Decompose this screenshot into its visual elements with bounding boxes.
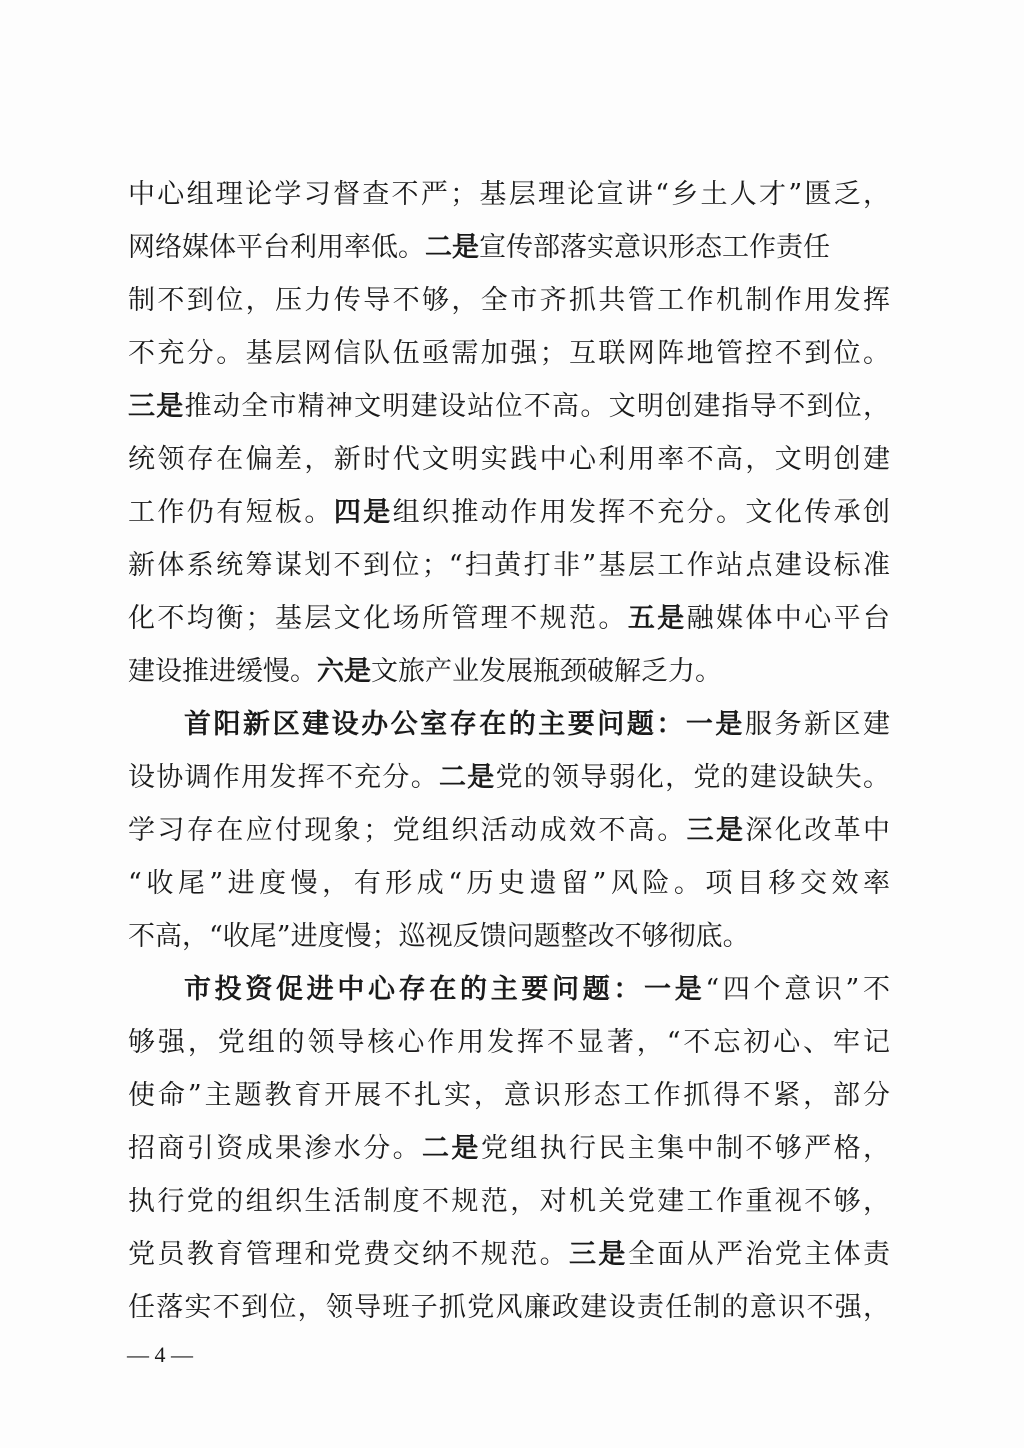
- text-line: [128, 1175, 890, 1228]
- text-segment: 党员教育管理和党费交纳不规范。: [128, 1239, 569, 1270]
- text-line: [128, 380, 890, 433]
- bold-text-segment: 三是: [686, 815, 746, 846]
- bold-text-segment: 市投资促进中心存在的主要问题：: [184, 974, 645, 1005]
- text-line: [128, 645, 890, 698]
- bold-text-segment: 三是: [128, 391, 185, 422]
- paragraph-heading-line: [128, 698, 890, 751]
- page-number: — 4 —: [127, 1342, 193, 1367]
- bold-text-segment: 五是: [627, 603, 687, 634]
- text-line: [128, 751, 890, 804]
- text-line: [128, 168, 890, 221]
- text-segment: 招商引资成果渗水分。: [128, 1133, 422, 1164]
- text-line: [128, 1228, 890, 1281]
- text-line: [128, 1016, 890, 1069]
- paragraph-heading-line: [128, 963, 890, 1016]
- text-segment: 新体系统筹谋划不到位；“扫黄打非”基层工作站点建设标准: [128, 550, 890, 581]
- text-line: [128, 433, 890, 486]
- bold-text-segment: 三是: [569, 1239, 628, 1270]
- text-line: [128, 592, 890, 645]
- text-segment: 统领存在偏差，新时代文明实践中心利用率不高，文明创建: [128, 444, 890, 475]
- text-segment: 全面从严治党主体责: [627, 1239, 891, 1270]
- text-segment: 制不到位，压力传导不够，全市齐抓共管工作机制作用发挥: [128, 285, 890, 316]
- text-segment: 设协调作用发挥不充分。: [128, 762, 439, 793]
- bold-text-segment: 一是: [685, 709, 745, 740]
- text-segment: 宣传部落实意识形态工作责任: [479, 232, 830, 263]
- bold-text-segment: 四是: [333, 497, 393, 528]
- text-segment: 学习存在应付现象；党组织活动成效不高。: [128, 815, 687, 846]
- text-line: [128, 910, 890, 963]
- text-segment: 建设推进缓慢。: [128, 656, 317, 687]
- text-segment: 化不均衡；基层文化场所管理不规范。: [128, 603, 628, 634]
- bold-text-segment: 二是: [425, 232, 479, 263]
- bold-text-segment: 一是: [644, 974, 706, 1005]
- text-segment: 服务新区建: [744, 709, 891, 740]
- text-segment: 党组执行民主集中制不够严格，: [480, 1133, 891, 1164]
- text-segment: 网络媒体平台利用率低。: [128, 232, 425, 263]
- body-text: [128, 168, 890, 1334]
- text-line: [128, 274, 890, 327]
- text-line: [128, 1281, 890, 1334]
- text-segment: 推动全市精神文明建设站位不高。文明创建指导不到位，: [184, 391, 891, 422]
- bold-text-segment: 六是: [317, 656, 371, 687]
- text-segment: 使命”主题教育开展不扎实，意识形态工作抓得不紧，部分: [128, 1080, 890, 1111]
- text-segment: 不充分。基层网信队伍亟需加强；互联网阵地管控不到位。: [128, 338, 890, 369]
- bold-text-segment: 二是: [438, 762, 496, 793]
- text-segment: “四个意识”不: [705, 974, 891, 1005]
- text-line: [128, 486, 890, 539]
- text-segment: 融媒体中心平台: [686, 603, 891, 634]
- text-line: [128, 221, 890, 274]
- text-segment: 深化改革中: [745, 815, 891, 846]
- text-segment: 够强，党组的领导核心作用发挥不显著，“不忘初心、牢记: [128, 1027, 890, 1058]
- text-segment: “收尾”进度慢，有形成“历史遗留”风险。项目移交效率: [128, 868, 890, 899]
- text-segment: 工作仍有短板。: [128, 497, 334, 528]
- text-segment: 任落实不到位，领导班子抓党风廉政建设责任制的意识不强，: [128, 1292, 890, 1323]
- text-line: [128, 857, 890, 910]
- text-line: [128, 1122, 890, 1175]
- text-line: [128, 539, 890, 592]
- text-line: [128, 327, 890, 380]
- text-segment: 中心组理论学习督查不严；基层理论宣讲“乡土人才”匮乏，: [128, 179, 890, 210]
- text-line: [128, 804, 890, 857]
- text-segment: 组织推动作用发挥不充分。文化传承创: [392, 497, 891, 528]
- text-line: [128, 1069, 890, 1122]
- text-segment: 党的领导弱化，党的建设缺失。: [495, 762, 891, 793]
- text-segment: 执行党的组织生活制度不规范，对机关党建工作重视不够，: [128, 1186, 890, 1217]
- text-segment: 不高，“收尾”进度慢；巡视反馈问题整改不够彻底。: [128, 921, 750, 952]
- bold-text-segment: 二是: [422, 1133, 481, 1164]
- text-segment: 文旅产业发展瓶颈破解乏力。: [371, 656, 722, 687]
- bold-text-segment: 首阳新区建设办公室存在的主要问题：: [184, 709, 686, 740]
